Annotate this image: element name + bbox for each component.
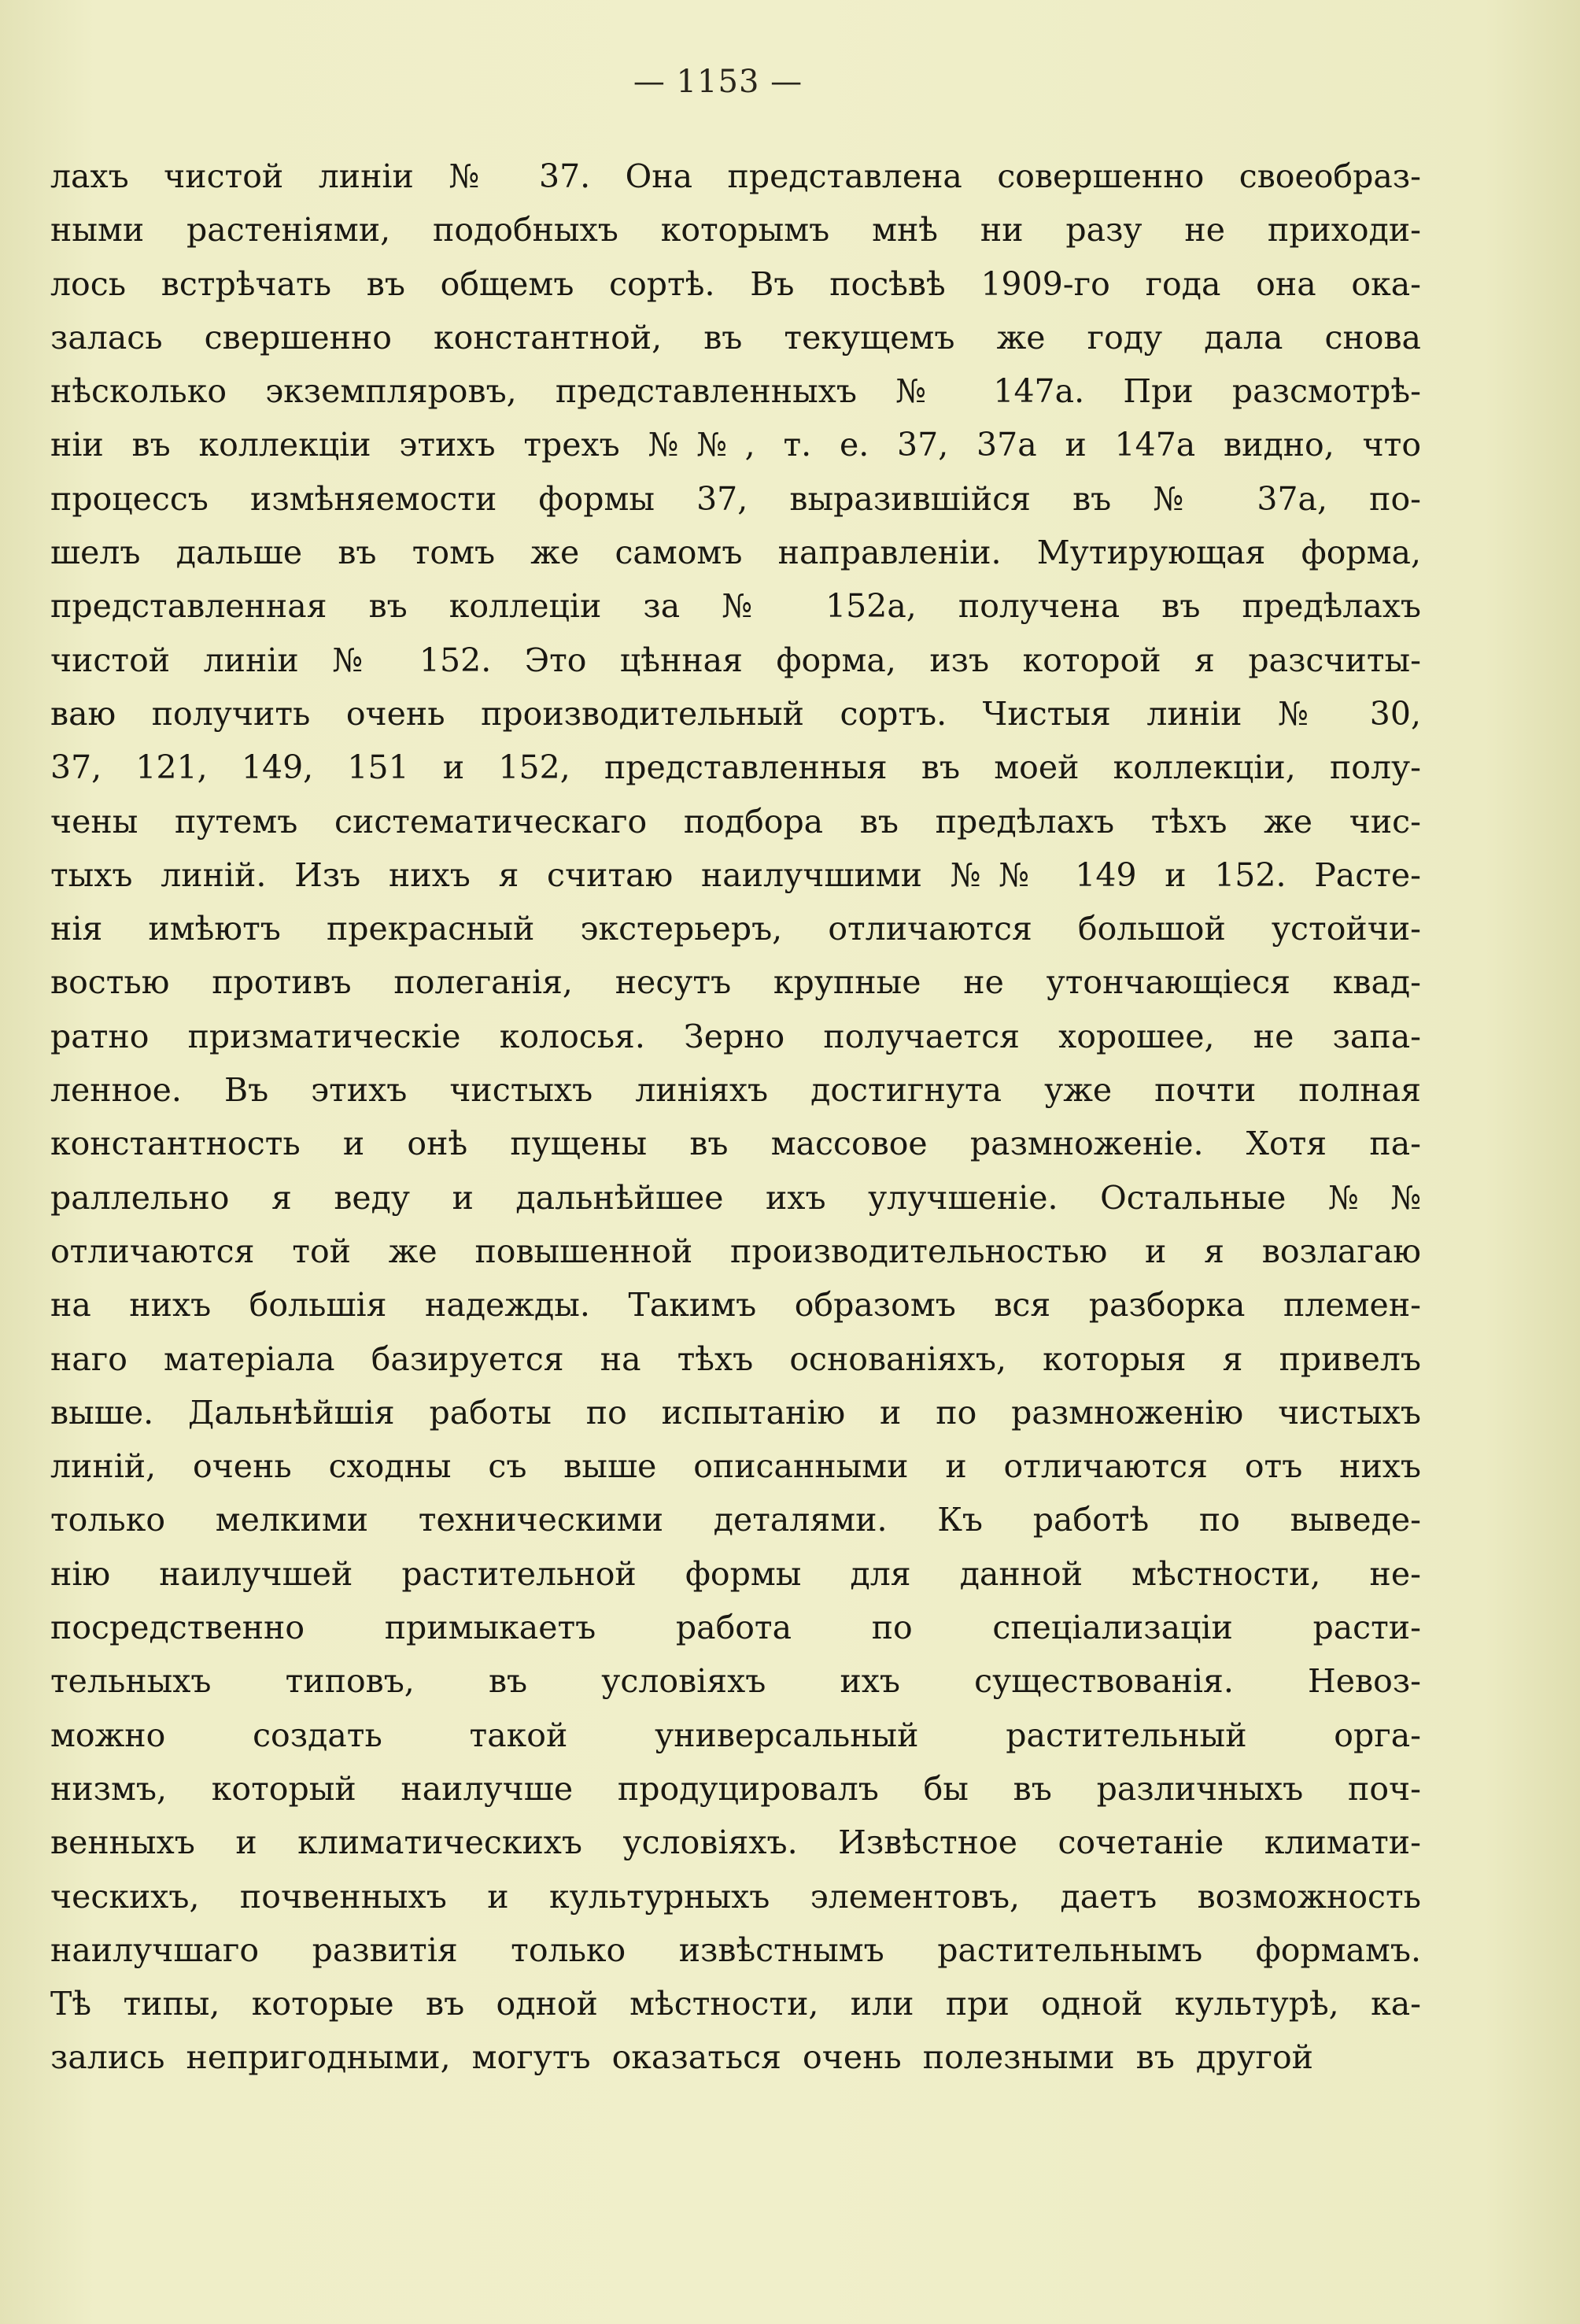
text-line: только мелкими техническими деталями. Къ работѣ по выведе- — [50, 1501, 1421, 1539]
text-line: посредственно примыкаетъ работа по спеціализаціи расти- — [50, 1609, 1421, 1647]
text-line: представленная въ коллеціи за № 152а, получена въ предѣлахъ — [50, 587, 1421, 626]
text-line: залась свершенно константной, въ текущемъ же году дала снова — [50, 318, 1421, 357]
text-line: тыхъ линій. Изъ нихъ я считаю наилучшими №№ 149 и 152. Расте- — [50, 855, 1421, 894]
text-line: ческихъ, почвенныхъ и культурныхъ элементовъ, даетъ возможность — [50, 1877, 1421, 1916]
text-line: наилучшаго развитія только извѣстнымъ растительнымъ формамъ. — [50, 1931, 1421, 1969]
text-line: тельныхъ типовъ, въ условіяхъ ихъ существованія. Невоз- — [50, 1662, 1421, 1701]
text-line: венныхъ и климатическихъ условіяхъ. Извѣстное сочетаніе климати- — [50, 1823, 1421, 1862]
text-line: выше. Дальнѣйшія работы по испытанію и по размноженію чистыхъ — [50, 1393, 1421, 1432]
text-line: нію наилучшей растительной формы для данной мѣстности, не- — [50, 1554, 1421, 1593]
text-line: ленное. Въ этихъ чистыхъ линіяхъ достигнута уже почти полная — [50, 1071, 1421, 1110]
text-line: ваю получить очень производительный сортъ. Чистыя линіи № 30, — [50, 694, 1421, 733]
text-line: ратно призматическіе колосья. Зерно получается хорошее, не запа- — [50, 1017, 1421, 1055]
text-line: чистой линіи № 152. Это цѣнная форма, изъ которой я разсчиты- — [50, 641, 1421, 679]
text-line: низмъ, который наилучше продуцировалъ бы въ различныхъ поч- — [50, 1769, 1421, 1808]
text-line: 37, 121, 149, 151 и 152, представленныя въ моей коллекціи, полу- — [50, 748, 1421, 787]
text-line: лось встрѣчать въ общемъ сортѣ. Въ посѣвѣ 1909-го года она ока- — [50, 264, 1421, 303]
page-number: — 1153 — — [633, 64, 803, 100]
text-line: ными растеніями, подобныхъ которымъ мнѣ ни разу не приходи- — [50, 211, 1421, 249]
text-line: востью противъ полеганія, несутъ крупные не утончающіеся квад- — [50, 963, 1421, 1002]
text-line: чены путемъ систематическаго подбора въ предѣлахъ тѣхъ же чис- — [50, 802, 1421, 841]
text-line: отличаются той же повышенной производительностью и я возлагаю — [50, 1232, 1421, 1270]
body-text — [50, 150, 1421, 2085]
text-line: шелъ дальше въ томъ же самомъ направленіи. Мутирующая форма, — [50, 534, 1421, 572]
text-line: нѣсколько экземпляровъ, представленныхъ № 147а. При разсмотрѣ- — [50, 372, 1421, 411]
text-line: на нихъ большія надежды. Такимъ образомъ вся разборка племен- — [50, 1286, 1421, 1325]
text-line: наго матеріала базируется на тѣхъ основаніяхъ, которыя я привелъ — [50, 1339, 1421, 1378]
text-line: раллельно я веду и дальнѣйшее ихъ улучшеніе. Остальные №№ — [50, 1178, 1421, 1217]
text-line: зались непригодными, могутъ оказаться очень полезными въ другой — [50, 2038, 1313, 2077]
text-line: ніи въ коллекціи этихъ трехъ №№, т. е. 37, 37а и 147а видно, что — [50, 426, 1421, 464]
text-line: лахъ чистой линіи № 37. Она представлена совершенно своеобраз- — [50, 157, 1421, 195]
text-line: нія имѣютъ прекрасный экстерьеръ, отличаются большой устойчи- — [50, 910, 1421, 948]
text-line: линій, очень сходны съ выше описанными и отличаются отъ нихъ — [50, 1447, 1421, 1486]
text-line: процессъ измѣняемости формы 37, выразившійся въ № 37а, по- — [50, 479, 1421, 518]
text-line: константность и онѣ пущены въ массовое размноженіе. Хотя па- — [50, 1125, 1421, 1163]
text-line: Тѣ типы, которые въ одной мѣстности, или при одной культурѣ, ка- — [50, 1985, 1421, 2023]
text-line: можно создать такой универсальный растительный орга- — [50, 1716, 1421, 1754]
